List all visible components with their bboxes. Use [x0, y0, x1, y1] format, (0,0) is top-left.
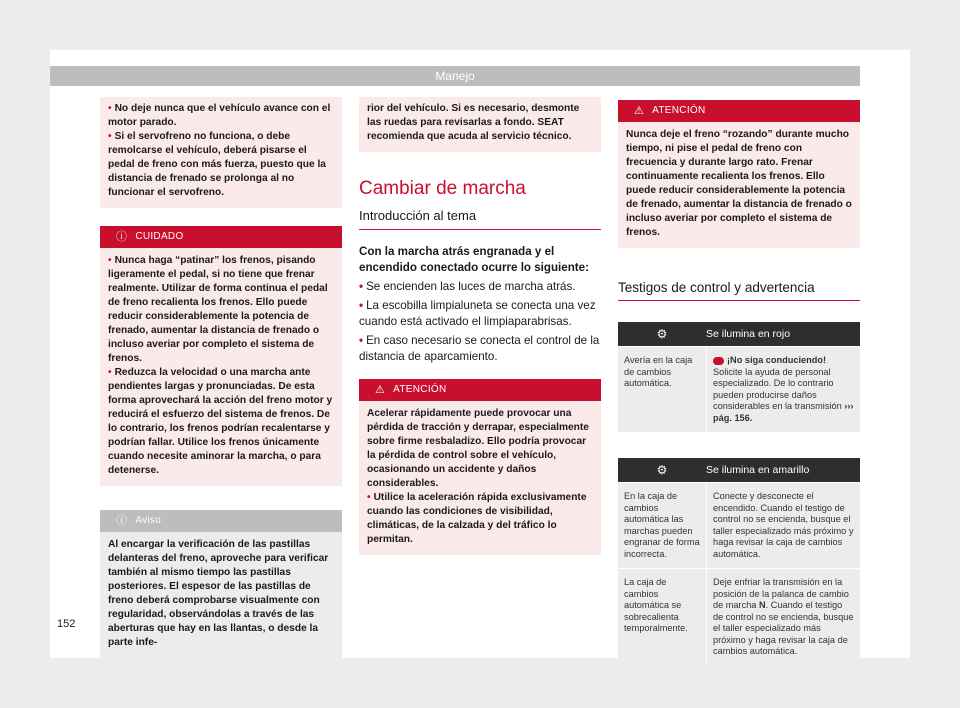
column-3 [618, 97, 860, 666]
atencion-box: ⚠ ATENCIÓN Nunca deje el freno “rozando” durante mucho tiempo, ni pise el pedal de freno con frecuencia y durante largo rato. Frenar continuamente recalienta los frenos. Ello puede reducir considerablemente la potencia de frenado, aumentar la distancia de frenado o incluso averiar por completo el sistema de frenos. [618, 100, 860, 248]
gear-warning-icon: ⚙ [656, 327, 668, 341]
aviso-header: ⓘ Aviso [100, 510, 342, 532]
stop-warning-icon [713, 357, 724, 365]
info-square-icon: ⓘ [116, 515, 128, 527]
intro-text: Con la marcha atrás engranada y el encendido conectado ocurre lo siguiente: [359, 245, 589, 274]
cuidado-header: ⓘ CUIDADO [100, 226, 342, 248]
page-number: 152 [57, 618, 76, 630]
list-item: • Se encienden las luces de marcha atrás. [359, 280, 576, 293]
table-title: Testigos de control y advertencia [618, 280, 860, 301]
atencion-header: ⚠ ATENCIÓN [359, 379, 601, 401]
gear-position-label: N [758, 600, 766, 610]
table-row: En la caja de cambios automática las marchas pueden engranar de forma incorrecta. Conecte y desconecte el encendido. Cuando el testigo de control no se encienda, busque el taller especializado más próximo y haga revisar la caja de cambios automática. [618, 482, 860, 568]
section-body [359, 244, 601, 365]
table-row: Avería en la caja de cambios automática. ¡No siga conduciendo! Solicite la ayuda de personal especializado. De lo contrario pueden producirse daños considerables en la transmisión ››› pág. 156. [618, 346, 860, 432]
amber-warning-table [618, 458, 860, 666]
info-circle-icon: ⓘ [116, 231, 128, 243]
aviso-continuation-box: rior del vehículo. Si es necesario, desmonte las ruedas para revisarlas a fondo. SEAT recomienda que acuda al servicio técnico. [359, 97, 601, 152]
warning-triangle-icon: ⚠ [634, 105, 645, 117]
list-item: • No deje nunca que el vehículo avance con el motor parado. [108, 103, 331, 128]
aviso-box [100, 510, 342, 658]
atencion-box: ⚠ ATENCIÓN Acelerar rápidamente puede provocar una pérdida de tracción y derrapar, especialmente sobre firme resbaladizo. Ello podría provocar la pérdida de control sobre el vehículo, ocasionando un accidente y daños considerables. • Utilice la aceleración rápida exclusivamente cuando las condiciones de visibilidad, climáticas, de la calzada y del tráfico lo permitan. [359, 379, 601, 555]
table-header: ⚙ Se ilumina en amarillo [618, 458, 860, 482]
table-header: ⚙ Se ilumina en rojo [618, 322, 860, 346]
page-reference-link[interactable]: ››› pág. 156. [713, 401, 854, 423]
list-item: • Nunca haga “patinar” los frenos, pisando ligeramente el pedal, si no tiene que frenar realmente. Utilizar de forma continua el pedal de freno recalienta los frenos. Ello puede reducir considerablemente la potencia de frenado, aumentar la distancia de frenado o incluso averiar por completo el sistema de frenos. [108, 255, 328, 364]
list-item: • Utilice la aceleración rápida exclusivamente cuando las condiciones de visibilidad, climáticas, de la calzada y del tráfico lo permitan. [367, 492, 587, 545]
list-item: • En caso necesario se conecta el control de la distancia de aparcamiento. [359, 334, 600, 363]
list-item: • Si el servofreno no funciona, o debe remolcarse el vehículo, deberá pisarse el pedal de freno con más fuerza, puesto que la distancia de frenado se prolonga al no funcionar el servofreno. [108, 131, 326, 198]
column-1 [100, 97, 342, 658]
aviso-text: Al encargar la verificación de las pastillas delanteras del freno, aproveche para verificar también al mismo tiempo las pastillas posteriores. El espesor de las pastillas de freno deberá comprobarse visualmente con regularidad, observándolas a través de las aberturas que hay en las llantas, o desde la parte infe- [108, 539, 329, 648]
warning-triangle-icon: ⚠ [375, 384, 386, 396]
column-2 [359, 97, 601, 555]
table-row: La caja de cambios automática se sobrecalienta temporalmente. Deje enfriar la transmisión en la posición de la palanca de cambio de marcha N. Cuando el testigo de control no se encienda, busque el taller especializado más próximo y haga revisar la caja de cambios automática. [618, 568, 860, 666]
red-warning-table [618, 322, 860, 432]
cuidado-box [100, 226, 342, 486]
section-title: Cambiar de marcha [359, 178, 526, 199]
atencion-header: ⚠ ATENCIÓN [618, 100, 860, 122]
warning-continuation-box [100, 97, 342, 208]
list-item: • La escobilla limpialuneta se conecta una vez cuando está activado el limpiaparabrisas. [359, 299, 596, 328]
section-subtitle: Introducción al tema [359, 208, 601, 230]
gear-warning-icon: ⚙ [656, 463, 668, 477]
page-header: Manejo [50, 66, 860, 86]
list-item: • Reduzca la velocidad o una marcha ante pendientes largas y pronunciadas. De esta forma aprovechará la acción del freno motor y reducirá el esfuerzo del sistema de frenos. De lo contrario, los frenos podrían recalentarse y podrían fallar. Utilice los frenos únicamente cuando necesite aminorar la marcha, o para detenerse. [108, 367, 333, 476]
